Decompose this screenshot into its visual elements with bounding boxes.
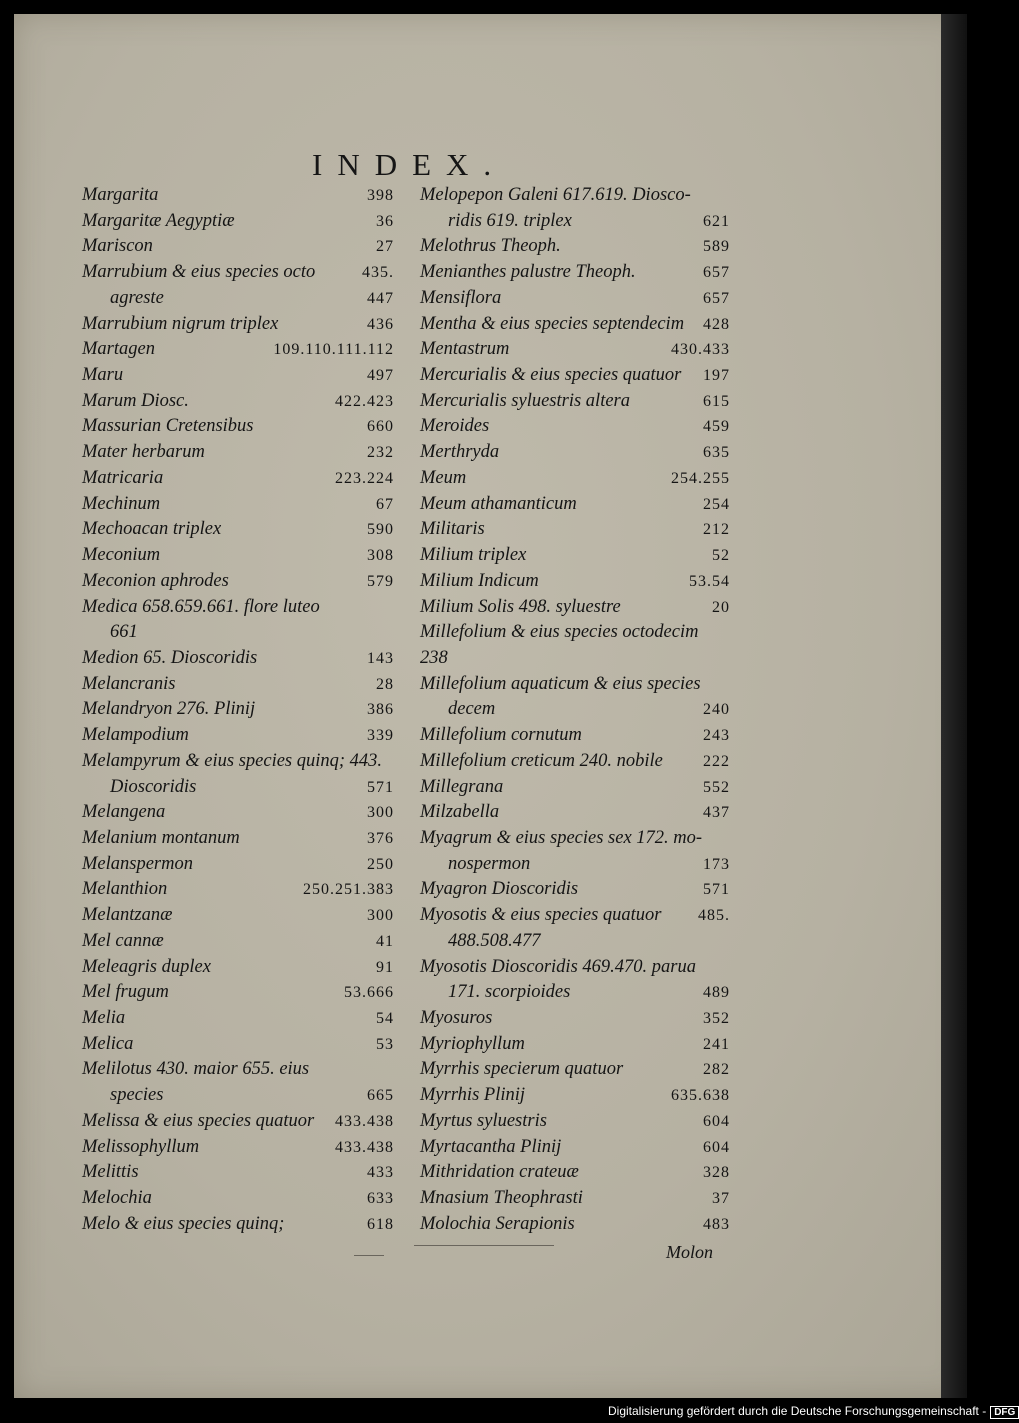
index-term: Melampyrum & eius species quinq; 443.	[82, 750, 383, 771]
index-entry	[82, 800, 394, 826]
index-term: Mel cannæ	[82, 930, 164, 951]
index-term: 661	[110, 622, 138, 643]
index-term: Mithridation crateuæ	[420, 1162, 579, 1183]
catchword: Molon	[666, 1242, 713, 1262]
index-entry	[82, 286, 394, 312]
page-number: 459	[703, 418, 730, 436]
index-term: Meconium	[82, 545, 161, 566]
page-number: 254	[703, 495, 730, 513]
index-entry	[418, 1057, 730, 1083]
page-number: 243	[703, 727, 730, 745]
page-number: 232	[367, 444, 394, 462]
index-term: Myagron Dioscoridis	[420, 879, 579, 900]
page-number: 300	[367, 907, 394, 925]
index-term: Melanspermon	[82, 853, 193, 874]
index-term: 238	[420, 647, 448, 668]
page-number: 339	[367, 727, 394, 745]
digitization-footer	[608, 1404, 1019, 1419]
page-number: 618	[367, 1215, 394, 1233]
index-entry	[82, 852, 394, 878]
page-number: 41	[376, 932, 394, 950]
page-number: 36	[376, 212, 394, 230]
page-number: 109.110.111.112	[273, 341, 394, 359]
index-term: Myriophyllum	[420, 1033, 525, 1054]
index-entry	[82, 1032, 394, 1058]
index-term: Mechinum	[82, 493, 161, 514]
index-entry	[418, 1006, 730, 1032]
index-term: Mel frugum	[82, 982, 169, 1003]
page-number: 635	[703, 444, 730, 462]
page-number: 657	[703, 289, 730, 307]
index-entry	[418, 775, 730, 801]
index-term: Melampodium	[82, 725, 189, 746]
index-term: Matricaria	[82, 467, 164, 488]
page-number: 430.433	[671, 341, 730, 359]
page-number: 428	[703, 315, 730, 333]
index-term: Myrrhis Plinij	[420, 1085, 526, 1106]
index-entry	[82, 1006, 394, 1032]
index-entry	[418, 183, 730, 209]
index-term: species	[110, 1085, 164, 1106]
index-entry	[418, 312, 730, 338]
index-entry	[418, 1212, 730, 1238]
index-entry	[82, 466, 394, 492]
index-entry	[418, 697, 730, 723]
index-term: Mercurialis & eius species quatuor	[420, 365, 682, 386]
page-number: 422.423	[335, 392, 394, 410]
index-entry	[418, 543, 730, 569]
index-term: Maru	[82, 365, 124, 386]
index-term: Molochia Serapionis	[420, 1213, 575, 1234]
page-number: 212	[703, 521, 730, 539]
index-entry	[82, 955, 394, 981]
index-term: Myrtus syluestris	[420, 1110, 547, 1131]
index-entry	[418, 595, 730, 621]
page-number: 53.54	[689, 572, 730, 590]
page-number: 665	[367, 1087, 394, 1105]
index-term: Melandryon 276. Plinij	[82, 699, 256, 720]
index-term: Myosotis Dioscoridis 469.470. parua	[420, 956, 696, 977]
index-entry	[82, 1109, 394, 1135]
index-term: Melopepon Galeni 617.619. Diosco-	[420, 185, 691, 205]
index-entry	[82, 697, 394, 723]
index-entry	[418, 234, 730, 260]
index-entry	[418, 1160, 730, 1186]
index-entry	[418, 1083, 730, 1109]
page-number: 53.666	[344, 984, 394, 1002]
index-entry	[82, 1057, 394, 1083]
index-entry	[82, 1212, 394, 1238]
page-number: 173	[703, 855, 730, 873]
index-entry	[82, 363, 394, 389]
index-term: Margarita	[82, 185, 159, 205]
index-term: Myosotis & eius species quatuor	[420, 905, 662, 926]
index-entry	[418, 800, 730, 826]
page-number: 604	[703, 1112, 730, 1130]
page-number: 282	[703, 1061, 730, 1079]
index-term: Mentastrum	[420, 339, 510, 360]
index-term: Marum Diosc.	[82, 390, 189, 411]
index-term: Milzabella	[420, 802, 500, 823]
page-number: 254.255	[671, 469, 730, 487]
index-entry	[418, 363, 730, 389]
page-number: 437	[703, 804, 730, 822]
index-term: Millefolium creticum 240. nobile	[420, 750, 663, 771]
index-term: Mercurialis syluestris altera	[420, 390, 630, 411]
index-entry	[82, 312, 394, 338]
page-number: 485.	[698, 907, 730, 925]
index-entry	[82, 183, 394, 209]
index-entry	[82, 569, 394, 595]
index-term: Millefolium aquaticum & eius species	[420, 673, 701, 694]
index-term: Dioscoridis	[110, 776, 197, 797]
page-number: 386	[367, 701, 394, 719]
index-term: Melochia	[82, 1188, 152, 1209]
index-entry	[418, 414, 730, 440]
index-term: Mariscon	[82, 236, 153, 257]
index-entry	[82, 543, 394, 569]
index-term: Mechoacan triplex	[82, 519, 222, 540]
index-term: ridis 619. triplex	[448, 210, 572, 231]
index-term: Meum athamanticum	[420, 493, 577, 514]
page-number: 37	[712, 1190, 730, 1208]
index-entry	[418, 826, 730, 852]
page-number: 615	[703, 392, 730, 410]
index-entry	[418, 1109, 730, 1135]
page-number: 240	[703, 701, 730, 719]
page-number: 571	[703, 881, 730, 899]
page-number: 489	[703, 984, 730, 1002]
index-term: Melittis	[82, 1162, 139, 1183]
index-term: Martagen	[82, 339, 155, 360]
page-number: 250	[367, 855, 394, 873]
page-number: 300	[367, 804, 394, 822]
index-entry	[418, 440, 730, 466]
page-number: 571	[367, 778, 394, 796]
page-number: 433.438	[335, 1112, 394, 1130]
index-entry	[82, 980, 394, 1006]
index-term: Melo & eius species quinq;	[82, 1213, 285, 1234]
index-entry	[418, 955, 730, 981]
index-entry	[82, 1135, 394, 1161]
index-term: Myosuros	[420, 1008, 493, 1028]
page-number: 328	[703, 1164, 730, 1182]
index-entry	[82, 749, 394, 775]
index-entry	[418, 209, 730, 235]
page-number: 433	[367, 1164, 394, 1182]
page-number: 223.224	[335, 469, 394, 487]
index-term: nospermon	[448, 853, 531, 874]
index-term: Meleagris duplex	[82, 956, 211, 977]
index-column-left	[82, 183, 394, 1237]
index-entry	[418, 749, 730, 775]
index-term: Marrubium & eius species octo	[82, 262, 316, 283]
index-entry	[82, 209, 394, 235]
index-term: Melissophyllum	[82, 1136, 200, 1157]
index-entry	[82, 492, 394, 518]
index-term: Meum	[420, 467, 467, 488]
index-entry	[82, 517, 394, 543]
page-number: 447	[367, 289, 394, 307]
index-term: Millegrana	[420, 776, 504, 797]
index-term: Margaritæ Aegyptiæ	[82, 210, 235, 231]
index-entry	[418, 1032, 730, 1058]
index-term: Myrrhis specierum quatuor	[420, 1059, 624, 1080]
page-number: 250.251.383	[303, 881, 394, 899]
index-entry	[82, 723, 394, 749]
index-entry	[418, 672, 730, 698]
index-term: Melangena	[82, 802, 166, 823]
index-term: Meroides	[420, 416, 490, 437]
index-entry	[418, 569, 730, 595]
index-entry	[82, 1160, 394, 1186]
index-entry	[82, 389, 394, 415]
page-number: 352	[703, 1010, 730, 1027]
page-number: 436	[367, 315, 394, 333]
index-term: Menianthes palustre Theoph.	[420, 262, 636, 283]
index-entry	[418, 466, 730, 492]
footer-text: Digitalisierung gefördert durch die Deutsche Forschungsgemeinschaft -	[608, 1404, 987, 1418]
page-number: 53	[376, 1035, 394, 1053]
index-term: Myagrum & eius species sex 172. mo-	[420, 827, 703, 848]
book-spine	[941, 14, 967, 1398]
index-entry	[418, 260, 730, 286]
page-number: 435.	[362, 264, 394, 282]
page-number: 28	[376, 675, 394, 693]
page-number: 497	[367, 367, 394, 385]
index-column-right	[418, 183, 730, 1237]
index-term: Milium Solis 498. syluestre	[420, 596, 621, 617]
index-term: Meconion aphrodes	[82, 570, 229, 591]
index-term: Medica 658.659.661. flore luteo	[82, 596, 320, 617]
index-entry	[418, 929, 730, 955]
index-term: Melancranis	[82, 673, 176, 694]
index-entry	[418, 852, 730, 878]
index-term: Millefolium cornutum	[420, 725, 582, 746]
index-term: Melilotus 430. maior 655. eius	[82, 1059, 310, 1080]
index-term: Militaris	[420, 519, 485, 540]
page-number: 52	[712, 547, 730, 565]
index-term: Mnasium Theophrasti	[420, 1188, 583, 1209]
index-entry	[82, 595, 394, 621]
index-term: Medion 65. Dioscoridis	[82, 647, 258, 668]
page-number: 143	[367, 649, 394, 667]
rule-right	[414, 1245, 554, 1246]
page-number: 635.638	[671, 1087, 730, 1105]
index-term: 171. scorpioides	[448, 982, 571, 1003]
index-term: Merthryda	[420, 442, 500, 463]
index-entry	[82, 620, 394, 646]
index-entry	[82, 826, 394, 852]
page-number: 54	[376, 1010, 394, 1027]
index-entry	[418, 1186, 730, 1212]
page-number: 660	[367, 418, 394, 436]
index-entry	[82, 1186, 394, 1212]
index-entry	[82, 903, 394, 929]
index-entry	[418, 1135, 730, 1161]
page-number: 589	[703, 238, 730, 256]
index-term: decem	[448, 699, 496, 720]
index-entry	[418, 903, 730, 929]
index-term: Mater herbarum	[82, 442, 205, 463]
index-entry	[82, 337, 394, 363]
dfg-logo: DFG	[990, 1406, 1019, 1419]
index-entry	[82, 414, 394, 440]
page-number: 604	[703, 1138, 730, 1156]
index-term: Melica	[82, 1033, 134, 1054]
index-entry	[82, 877, 394, 903]
index-term: Melissa & eius species quatuor	[82, 1110, 315, 1131]
index-entry	[418, 492, 730, 518]
index-entry	[82, 775, 394, 801]
page-number: 308	[367, 547, 394, 565]
index-term: Mensiflora	[420, 287, 502, 308]
index-entry	[82, 929, 394, 955]
index-term: Melantzanæ	[82, 905, 173, 926]
index-term: 488.508.477	[448, 930, 541, 951]
book-page	[14, 14, 967, 1398]
index-term: Millefolium & eius species octodecim	[420, 622, 699, 643]
index-entry	[82, 440, 394, 466]
index-term: Marrubium nigrum triplex	[82, 313, 279, 334]
page-title: INDEX.	[312, 147, 507, 182]
index-entry	[418, 620, 730, 646]
index-entry	[418, 337, 730, 363]
index-entry	[418, 646, 730, 672]
index-term: agreste	[110, 287, 164, 308]
index-entry	[418, 723, 730, 749]
page-number: 633	[367, 1190, 394, 1208]
page-number: 91	[376, 958, 394, 976]
page-number: 241	[703, 1035, 730, 1053]
index-term: Melanium montanum	[82, 827, 240, 848]
page-number: 621	[703, 212, 730, 230]
page-number: 398	[367, 187, 394, 204]
index-term: Melanthion	[82, 879, 168, 900]
index-entry	[82, 646, 394, 672]
index-term: Milium Indicum	[420, 570, 539, 591]
page-number: 20	[712, 598, 730, 616]
index-entry	[418, 877, 730, 903]
index-term: Melothrus Theoph.	[420, 236, 561, 257]
index-entry	[418, 517, 730, 543]
page-number: 67	[376, 495, 394, 513]
index-entry	[418, 286, 730, 312]
index-entry	[82, 234, 394, 260]
index-entry	[82, 1083, 394, 1109]
rule-left	[354, 1255, 384, 1256]
page-number: 579	[367, 572, 394, 590]
index-term: Mentha & eius species septendecim	[420, 313, 685, 334]
page-number: 222	[703, 752, 730, 770]
page-number: 552	[703, 778, 730, 796]
index-entry	[82, 672, 394, 698]
page-number: 433.438	[335, 1138, 394, 1156]
page-number: 483	[703, 1215, 730, 1233]
page-number: 27	[376, 238, 394, 256]
page-number: 590	[367, 521, 394, 539]
index-term: Milium triplex	[420, 545, 527, 566]
index-term: Melia	[82, 1008, 126, 1028]
index-entry	[82, 260, 394, 286]
index-term: Massurian Cretensibus	[82, 416, 254, 437]
index-term: Myrtacantha Plinij	[420, 1136, 562, 1157]
page-number: 197	[703, 367, 730, 385]
page-number: 376	[367, 829, 394, 847]
index-entry	[418, 389, 730, 415]
index-entry	[418, 980, 730, 1006]
page-number: 657	[703, 264, 730, 282]
